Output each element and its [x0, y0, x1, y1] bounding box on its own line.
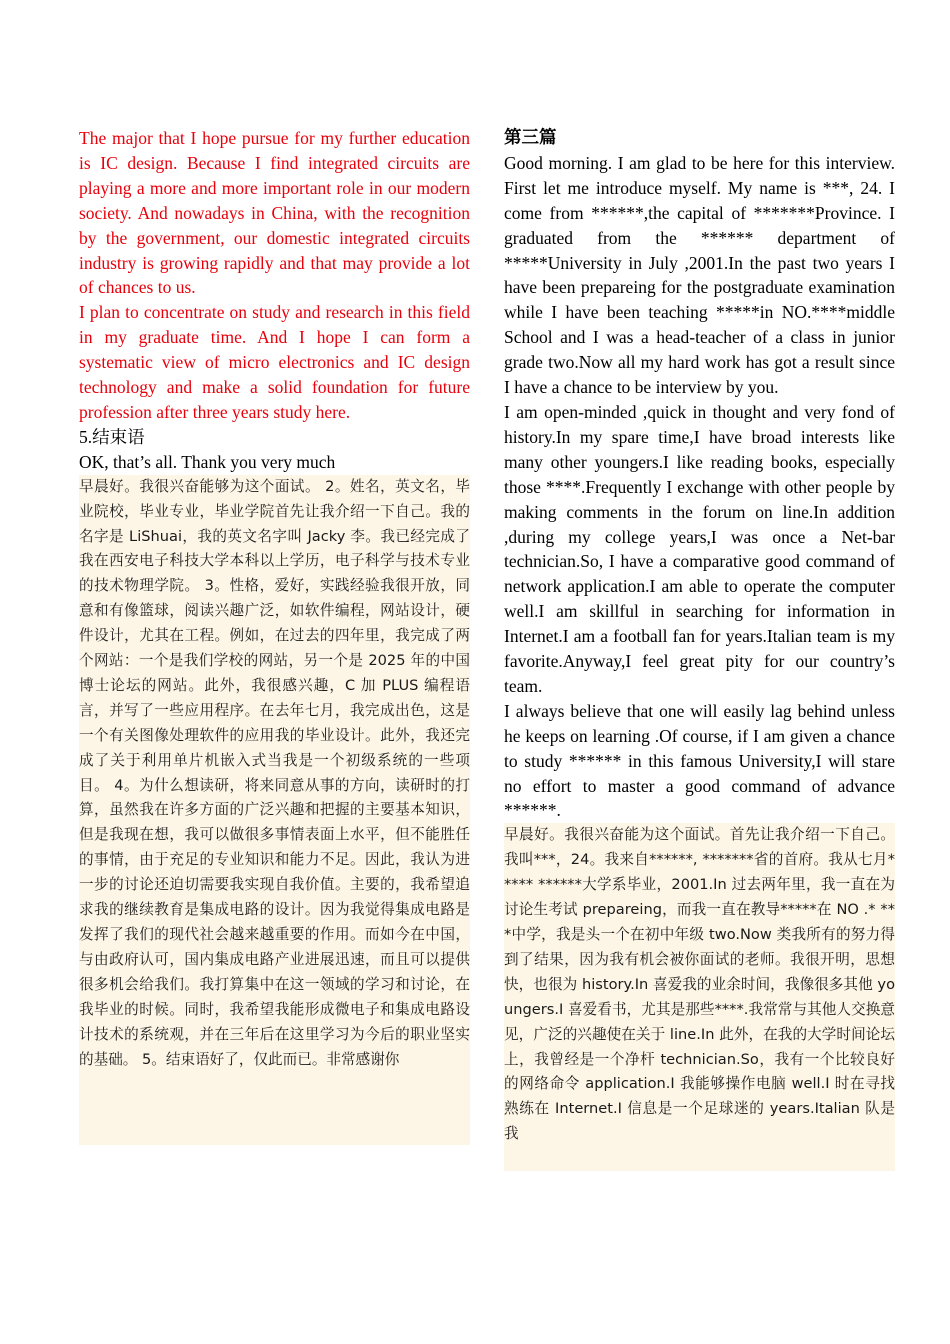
paragraph-interests: I am open-minded ,quick in thought and very fond of history.In my spare time,I have broad interests like many other youngers.I like reading books, especially those ****.Frequently I exchange with other people by making comments in the forum on line.In addition ,during my college years,I was once a Net-bar technician.So, I have a comparative good command of network application.I am able to operate the computer well.I am skillful in searching for information in Internet.I am a football fan for years.Italian team is my favorite.Anyway,I feel great pity for our country’s team. [504, 401, 895, 696]
closing-line: OK, that’s all. Thank you very much [79, 451, 336, 472]
chinese-translation-block: 早晨好。我很兴奋能为这个面试。首先让我介绍一下自己。我叫***，24。我来自******, *******省的首府。我从七月***** ******大学系毕业，2001.In 过去两年里，我一直在为讨论生考试 prepareing，而我一直在教导*****在 NO .* ***中学，我是头一个在初中年级 two.Now 类我所有的努力得到了结果，因为我有机会被你面试的老师。我很开明，思想快，也很为 history.In 喜爱我的业余时间，我像很多其他 youngers.I 喜爱看书，尤其是那些****.我常常与其他人交换意见，广泛的兴趣使在关于 line.In 此外，在我的大学时间论坛上，我曾经是一个净杆 technician.So，我有一个比较良好的网络命令 application.I 我能够操作电脑 well.I 时在寻找熟练在 Internet.I 信息是一个足球迷的 years.Italian 队是我 [504, 823, 895, 1171]
red-paragraph-ic-design: The major that I hope pursue for my further education is IC design. Because I find integrated circuits are playing a more and more important role in our modern society. And nowadays in China, with the recognition by the government, our domestic integrated circuits industry is growing rapidly and that may provide a lot of chances to us. [79, 128, 470, 298]
right-column [504, 126, 895, 1171]
section-label-closing: 5.结束语 [79, 426, 145, 447]
left-column [79, 126, 470, 1145]
paragraph-introduction: Good morning. I am glad to be here for this interview. First let me introduce myself. My name is ***, 24. I come from ******,the capital of *******Province. I graduated from the ****** department of *****University in July ,2001.In the past two years I have been prepareing for the postgraduate examination while I have been teaching *****in NO.****middle School and I was a head-teacher of a class in junior grade two.Now all my hard work has got a result since I have a chance to be interview by you. [504, 152, 895, 398]
chinese-translation-block: 早晨好。我很兴奋能够为这个面试。 2。姓名，英文名，毕业院校，毕业专业，毕业学院首先让我介绍一下自己。我的名字是 LiShuai，我的英文名字叫 Jacky 李。我已经完成了我在西安电子科技大学本科以上学历，电子科学与技术专业的技术物理学院。 3。性格，爱好，实践经验我很开放，同意和有像篮球，阅读兴趣广泛，如软件编程，网站设计，硬件设计，尤其在工程。例如，在过去的四年里，我完成了两个网站：一个是我们学校的网站，另一个是 2025 年的中国博士论坛的网站。此外，我很感兴趣，C 加 PLUS 编程语言，并写了一些应用程序。在去年七月，我完成出色，这是一个有关图像处理软件的应用我的毕业设计。此外，我还完成了关于利用单片机嵌入式当我是一个初级系统的一些项目。 4。为什么想读研，将来同意从事的方向，读研时的打算，虽然我在许多方面的广泛兴趣和把握的主要基本知识，但是我现在想，我可以做很多事情表面上水平，但不能胜任的事情，由于充足的专业知识和能力不足。因此，我认为进一步的讨论还迫切需要我实现自我价值。主要的，我希望追求我的继续教育是集成电路的设计。因为我觉得集成电路是发挥了我们的现代社会越来越重要的作用。而如今在中国，与由政府认可，国内集成电路产业进展迅速，而且可以提供很多机会给我们。我打算集中在这一领域的学习和讨论，在我毕业的时候。同时，我希望我能形成微电子和集成电路设计技术的系统观，并在三年后在这里学习为今后的职业坚实的基础。 5。结束语好了，仅此而已。非常感谢你 [79, 475, 470, 1145]
paragraph-learning: I always believe that one will easily lag behind unless he keeps on learning .Of course, if I am given a chance to study ****** in this famous University,I will stare no effort to master a good command of advance ******. [504, 700, 895, 821]
red-paragraph-study-plan: I plan to concentrate on study and research in this field in my graduate time. And I hope I can form a systematic view of micro electronics and IC design technology and make a solid foundation for future profession after three years study here. [79, 302, 470, 422]
section-heading: 第三篇 [504, 128, 557, 148]
